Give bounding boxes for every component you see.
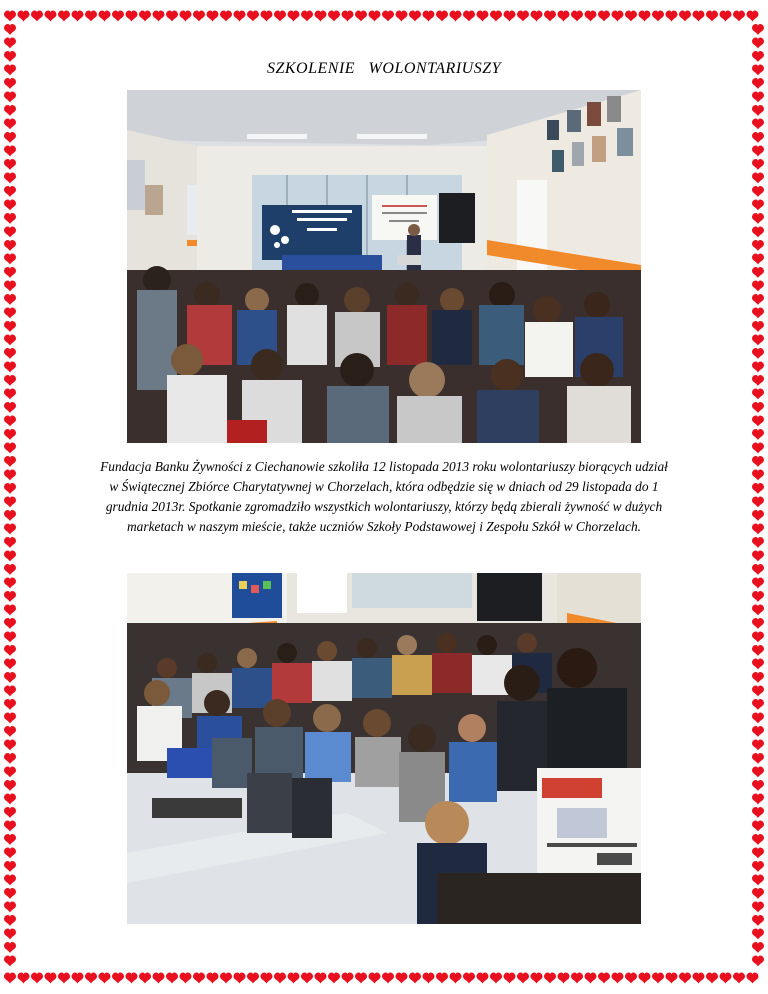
- heart-icon: [4, 200, 16, 211]
- heart-icon: [4, 767, 16, 778]
- heart-icon: [4, 308, 16, 319]
- heart-icon: [747, 973, 759, 984]
- heart-icon: [752, 267, 764, 278]
- heart-icon: [4, 254, 16, 265]
- heart-icon: [679, 11, 691, 22]
- heart-icon: [752, 780, 764, 791]
- heart-icon: [752, 470, 764, 481]
- heart-icon: [4, 794, 16, 805]
- heart-icon: [752, 956, 764, 967]
- heart-icon: [315, 973, 327, 984]
- heart-icon: [18, 11, 30, 22]
- heart-icon: [504, 11, 516, 22]
- heart-icon: [4, 470, 16, 481]
- heart-icon: [58, 973, 70, 984]
- heart-icon: [752, 726, 764, 737]
- heart-icon: [4, 929, 16, 940]
- heart-icon: [558, 973, 570, 984]
- heart-icon: [4, 713, 16, 724]
- heart-icon: [706, 11, 718, 22]
- heart-icon: [752, 659, 764, 670]
- photo-classroom: [127, 90, 641, 443]
- heart-icon: [752, 132, 764, 143]
- heart-icon: [409, 973, 421, 984]
- heart-icon: [752, 551, 764, 562]
- heart-icon: [666, 973, 678, 984]
- heart-icon: [4, 942, 16, 953]
- heart-icon: [752, 335, 764, 346]
- heart-icon: [4, 537, 16, 548]
- heart-icon: [612, 973, 624, 984]
- heart-icon: [558, 11, 570, 22]
- heart-icon: [409, 11, 421, 22]
- heart-icon: [288, 973, 300, 984]
- heart-icon: [752, 227, 764, 238]
- heart-icon: [585, 973, 597, 984]
- heart-icon: [396, 973, 408, 984]
- heart-icon: [752, 632, 764, 643]
- heart-icon: [153, 11, 165, 22]
- heart-icon: [752, 389, 764, 400]
- heart-icon: [207, 973, 219, 984]
- heart-icon: [166, 973, 178, 984]
- heart-icon: [625, 11, 637, 22]
- heart-icon: [571, 973, 583, 984]
- heart-icon: [752, 375, 764, 386]
- heart-icon: [752, 605, 764, 616]
- heart-icon: [752, 348, 764, 359]
- heart-icon: [261, 973, 273, 984]
- heart-icon: [752, 24, 764, 35]
- heart-icon: [166, 11, 178, 22]
- heart-icon: [4, 213, 16, 224]
- heart-icon: [4, 456, 16, 467]
- heart-icon: [752, 240, 764, 251]
- photo-audience: [127, 573, 641, 924]
- heart-icon: [752, 213, 764, 224]
- heart-icon: [126, 11, 138, 22]
- heart-icon: [706, 973, 718, 984]
- heart-icon: [4, 956, 16, 967]
- heart-icon: [4, 753, 16, 764]
- heart-icon: [85, 973, 97, 984]
- heart-icon: [752, 281, 764, 292]
- heart-icon: [752, 618, 764, 629]
- heart-icon: [4, 497, 16, 508]
- heart-icon: [752, 834, 764, 845]
- heart-icon: [234, 973, 246, 984]
- heart-icon: [4, 564, 16, 575]
- heart-icon: [752, 294, 764, 305]
- heart-icon: [625, 973, 637, 984]
- heart-icon: [598, 973, 610, 984]
- heart-icon: [752, 821, 764, 832]
- heart-icon: [752, 173, 764, 184]
- heart-icon: [4, 335, 16, 346]
- heart-icon: [463, 11, 475, 22]
- heart-icon: [4, 443, 16, 454]
- heart-icon: [4, 848, 16, 859]
- heart-icon: [490, 11, 502, 22]
- heart-icon: [752, 848, 764, 859]
- heart-icon: [598, 11, 610, 22]
- page-title: SZKOLENIE WOLONTARIUSZY: [266, 60, 501, 77]
- heart-icon: [72, 11, 84, 22]
- heart-icon: [220, 973, 232, 984]
- heart-icon: [382, 11, 394, 22]
- heart-icon: [234, 11, 246, 22]
- heart-icon: [4, 78, 16, 89]
- heart-icon: [180, 973, 192, 984]
- heart-icon: [112, 973, 124, 984]
- heart-icon: [4, 105, 16, 116]
- heart-icon: [752, 105, 764, 116]
- heart-icon: [4, 186, 16, 197]
- heart-icon: [4, 699, 16, 710]
- heart-icon: [369, 11, 381, 22]
- heart-icon: [720, 11, 732, 22]
- heart-icon: [4, 605, 16, 616]
- heart-icon: [679, 973, 691, 984]
- heart-icon: [4, 645, 16, 656]
- heart-icon: [4, 389, 16, 400]
- heart-icon: [4, 659, 16, 670]
- heart-icon: [328, 11, 340, 22]
- heart-icon: [752, 429, 764, 440]
- heart-icon: [355, 11, 367, 22]
- heart-icon: [4, 861, 16, 872]
- heart-icon: [752, 200, 764, 211]
- heart-icon: [4, 578, 16, 589]
- heart-icon: [193, 11, 205, 22]
- photo-caption: Fundacja Banku Żywności z Ciechanowie szkoliła 12 listopada 2013 roku wolontariuszy biorących udział w Świątecznej Zbiórce Charytatywnej w Chorzelach, która odbędzie się w dniach od 29 listopada do 1 grudnia 2013r. Spotkanie zgromadziło wszystkich wolontariuszy, którzy będą zbierali żywność w dużych marketach w naszym mieście, także uczniów Szkoły Podstawowej i Zespołu Szkół w Chorzelach.: [100, 459, 668, 534]
- heart-icon: [261, 11, 273, 22]
- heart-icon: [4, 551, 16, 562]
- heart-icon: [4, 915, 16, 926]
- heart-icon: [504, 973, 516, 984]
- heart-icon: [99, 11, 111, 22]
- heart-icon: [207, 11, 219, 22]
- heart-icon: [4, 632, 16, 643]
- heart-icon: [752, 861, 764, 872]
- heart-icon: [180, 11, 192, 22]
- heart-icon: [752, 402, 764, 413]
- heart-icon: [4, 173, 16, 184]
- heart-icon: [4, 11, 16, 22]
- heart-icon: [4, 416, 16, 427]
- heart-icon: [531, 11, 543, 22]
- heart-icon: [752, 578, 764, 589]
- heart-icon: [752, 686, 764, 697]
- heart-icon: [301, 11, 313, 22]
- heart-icon: [531, 973, 543, 984]
- heart-icon: [652, 973, 664, 984]
- heart-icon: [4, 807, 16, 818]
- heart-icon: [126, 973, 138, 984]
- heart-icon: [288, 11, 300, 22]
- heart-icon: [139, 11, 151, 22]
- heart-icon: [4, 875, 16, 886]
- heart-icon: [752, 645, 764, 656]
- heart-icon: [752, 497, 764, 508]
- heart-icon: [58, 11, 70, 22]
- heart-icon: [752, 537, 764, 548]
- heart-icon: [517, 973, 529, 984]
- heart-icon: [752, 942, 764, 953]
- heart-icon: [4, 834, 16, 845]
- heart-icon: [4, 483, 16, 494]
- heart-icon: [85, 11, 97, 22]
- heart-icon: [45, 11, 57, 22]
- heart-icon: [31, 973, 43, 984]
- heart-icon: [4, 429, 16, 440]
- heart-icon: [752, 807, 764, 818]
- heart-icon: [4, 618, 16, 629]
- heart-icon: [4, 402, 16, 413]
- heart-icon: [752, 753, 764, 764]
- heart-icon: [463, 973, 475, 984]
- heart-icon: [752, 146, 764, 157]
- heart-icon: [639, 973, 651, 984]
- heart-icon: [544, 973, 556, 984]
- heart-icon: [752, 888, 764, 899]
- heart-icon: [747, 11, 759, 22]
- heart-icon: [4, 321, 16, 332]
- heart-icon: [733, 11, 745, 22]
- heart-icon: [369, 973, 381, 984]
- heart-icon: [752, 713, 764, 724]
- heart-icon: [752, 564, 764, 575]
- heart-icon: [423, 973, 435, 984]
- heart-icon: [752, 416, 764, 427]
- heart-icon: [328, 973, 340, 984]
- heart-icon: [193, 973, 205, 984]
- heart-icon: [752, 254, 764, 265]
- heart-icon: [436, 973, 448, 984]
- heart-icon: [752, 767, 764, 778]
- heart-icon: [342, 973, 354, 984]
- heart-icon: [4, 281, 16, 292]
- heart-icon: [517, 11, 529, 22]
- heart-icon: [274, 11, 286, 22]
- heart-icon: [752, 524, 764, 535]
- heart-icon: [436, 11, 448, 22]
- heart-icon: [4, 132, 16, 143]
- heart-icon: [4, 375, 16, 386]
- heart-icon: [45, 973, 57, 984]
- heart-icon: [4, 362, 16, 373]
- heart-icon: [752, 875, 764, 886]
- heart-icon: [639, 11, 651, 22]
- heart-icon: [18, 973, 30, 984]
- heart-icon: [752, 456, 764, 467]
- heart-icon: [4, 294, 16, 305]
- heart-icon: [423, 11, 435, 22]
- heart-icon: [4, 524, 16, 535]
- heart-icon: [612, 11, 624, 22]
- heart-icon: [112, 11, 124, 22]
- heart-icon: [301, 973, 313, 984]
- heart-icon: [4, 146, 16, 157]
- heart-icon: [153, 973, 165, 984]
- heart-icon: [666, 11, 678, 22]
- heart-icon: [693, 973, 705, 984]
- heart-icon: [4, 686, 16, 697]
- heart-icon: [733, 973, 745, 984]
- heart-icon: [247, 973, 259, 984]
- heart-icon: [752, 483, 764, 494]
- heart-icon: [477, 11, 489, 22]
- heart-icon: [4, 24, 16, 35]
- heart-icon: [4, 902, 16, 913]
- heart-icon: [382, 973, 394, 984]
- heart-icon: [274, 973, 286, 984]
- heart-icon: [752, 78, 764, 89]
- heart-icon: [752, 672, 764, 683]
- heart-icon: [752, 794, 764, 805]
- heart-icon: [4, 726, 16, 737]
- heart-icon: [72, 973, 84, 984]
- heart-icon: [4, 888, 16, 899]
- heart-icon: [752, 699, 764, 710]
- heart-icon: [355, 973, 367, 984]
- heart-icon: [4, 740, 16, 751]
- heart-icon: [752, 119, 764, 130]
- heart-icon: [752, 159, 764, 170]
- heart-icon: [247, 11, 259, 22]
- heart-icon: [4, 267, 16, 278]
- heart-icon: [752, 308, 764, 319]
- heart-icon: [4, 227, 16, 238]
- heart-icon: [450, 973, 462, 984]
- heart-icon: [544, 11, 556, 22]
- heart-icon: [4, 780, 16, 791]
- heart-icon: [4, 348, 16, 359]
- heart-icon: [752, 902, 764, 913]
- heart-icon: [4, 591, 16, 602]
- heart-icon: [752, 186, 764, 197]
- heart-icon: [396, 11, 408, 22]
- heart-icon: [450, 11, 462, 22]
- heart-icon: [4, 672, 16, 683]
- heart-icon: [752, 510, 764, 521]
- heart-icon: [31, 11, 43, 22]
- heart-icon: [752, 443, 764, 454]
- heart-icon: [571, 11, 583, 22]
- heart-icon: [752, 915, 764, 926]
- heart-icon: [752, 740, 764, 751]
- heart-icon: [4, 973, 16, 984]
- heart-icon: [490, 973, 502, 984]
- heart-icon: [752, 929, 764, 940]
- heart-icon: [342, 11, 354, 22]
- heart-icon: [4, 92, 16, 103]
- heart-icon: [652, 11, 664, 22]
- heart-icon: [752, 38, 764, 49]
- heart-icon: [585, 11, 597, 22]
- heart-icon: [4, 38, 16, 49]
- heart-icon: [139, 973, 151, 984]
- heart-icon: [4, 119, 16, 130]
- heart-icon: [752, 591, 764, 602]
- heart-icon: [752, 321, 764, 332]
- heart-icon: [4, 821, 16, 832]
- heart-icon: [4, 159, 16, 170]
- heart-icon: [752, 362, 764, 373]
- heart-icon: [99, 973, 111, 984]
- heart-icon: [220, 11, 232, 22]
- heart-icon: [315, 11, 327, 22]
- heart-icon: [4, 240, 16, 251]
- heart-icon: [752, 92, 764, 103]
- heart-icon: [720, 973, 732, 984]
- heart-icon: [693, 11, 705, 22]
- heart-icon: [477, 973, 489, 984]
- heart-icon: [4, 510, 16, 521]
